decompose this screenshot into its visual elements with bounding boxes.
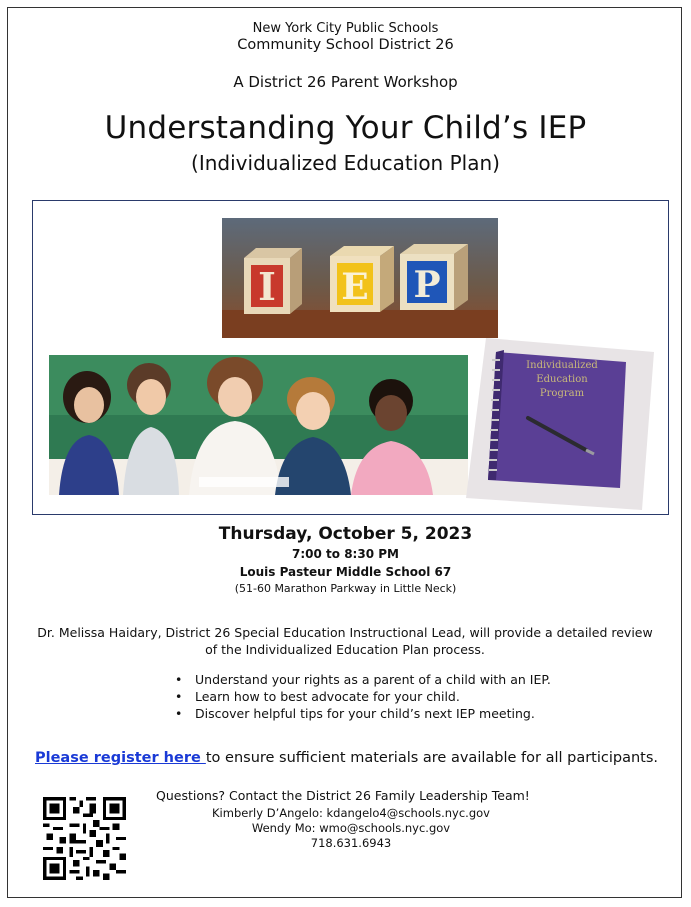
page-title: Understanding Your Child’s IEP: [104, 110, 587, 146]
contact-heading: Questions? Contact the District 26 Family Leadership Team!: [156, 788, 530, 803]
register-line: [35, 750, 658, 766]
event-date: Thursday, October 5, 2023: [218, 524, 473, 544]
notebook-line-1: Individualized: [526, 360, 598, 371]
list-item: • Discover helpful tips for your child’s next IEP meeting.: [175, 705, 551, 722]
iep-blocks-image: [222, 218, 498, 338]
classroom-photo: [49, 355, 468, 495]
block-letter-p: P: [413, 264, 441, 306]
list-item: • Understand your rights as a parent of a child with an IEP.: [175, 671, 551, 688]
header-line-1: New York City Public Schools: [252, 21, 439, 36]
contact-phone: 718.631.6943: [310, 836, 392, 850]
event-address: (51-60 Marathon Parkway in Little Neck): [234, 582, 457, 595]
workshop-label: A District 26 Parent Workshop: [233, 73, 458, 91]
event-venue: Louis Pasteur Middle School 67: [239, 565, 452, 579]
contact-person-2: Wendy Mo: wmo@schools.nyc.gov: [251, 821, 451, 835]
topic-list: [175, 671, 551, 722]
block-letter-i: I: [258, 264, 276, 309]
list-item: • Learn how to best advocate for your child.: [175, 688, 551, 705]
notebook-line-3: Program: [539, 388, 585, 399]
contact-person-1: Kimberly D’Angelo: kdangelo4@schools.nyc.gov: [212, 806, 490, 820]
notebook-photo: [466, 338, 654, 510]
register-text: to ensure sufficient materials are available for all participants.: [205, 750, 659, 766]
header-line-2: Community School District 26: [237, 37, 454, 53]
event-time: 7:00 to 8:30 PM: [292, 547, 399, 561]
qr-code[interactable]: [43, 797, 126, 880]
workshop-description: Dr. Melissa Haidary, District 26 Special Education Instructional Lead, will provide a detailed review of the Individualized Education Plan process.: [37, 625, 653, 657]
block-letter-e: E: [341, 266, 369, 308]
page-subtitle: (Individualized Education Plan): [191, 151, 500, 175]
register-link[interactable]: Please register here: [35, 750, 206, 766]
notebook-line-2: Education: [536, 374, 588, 385]
